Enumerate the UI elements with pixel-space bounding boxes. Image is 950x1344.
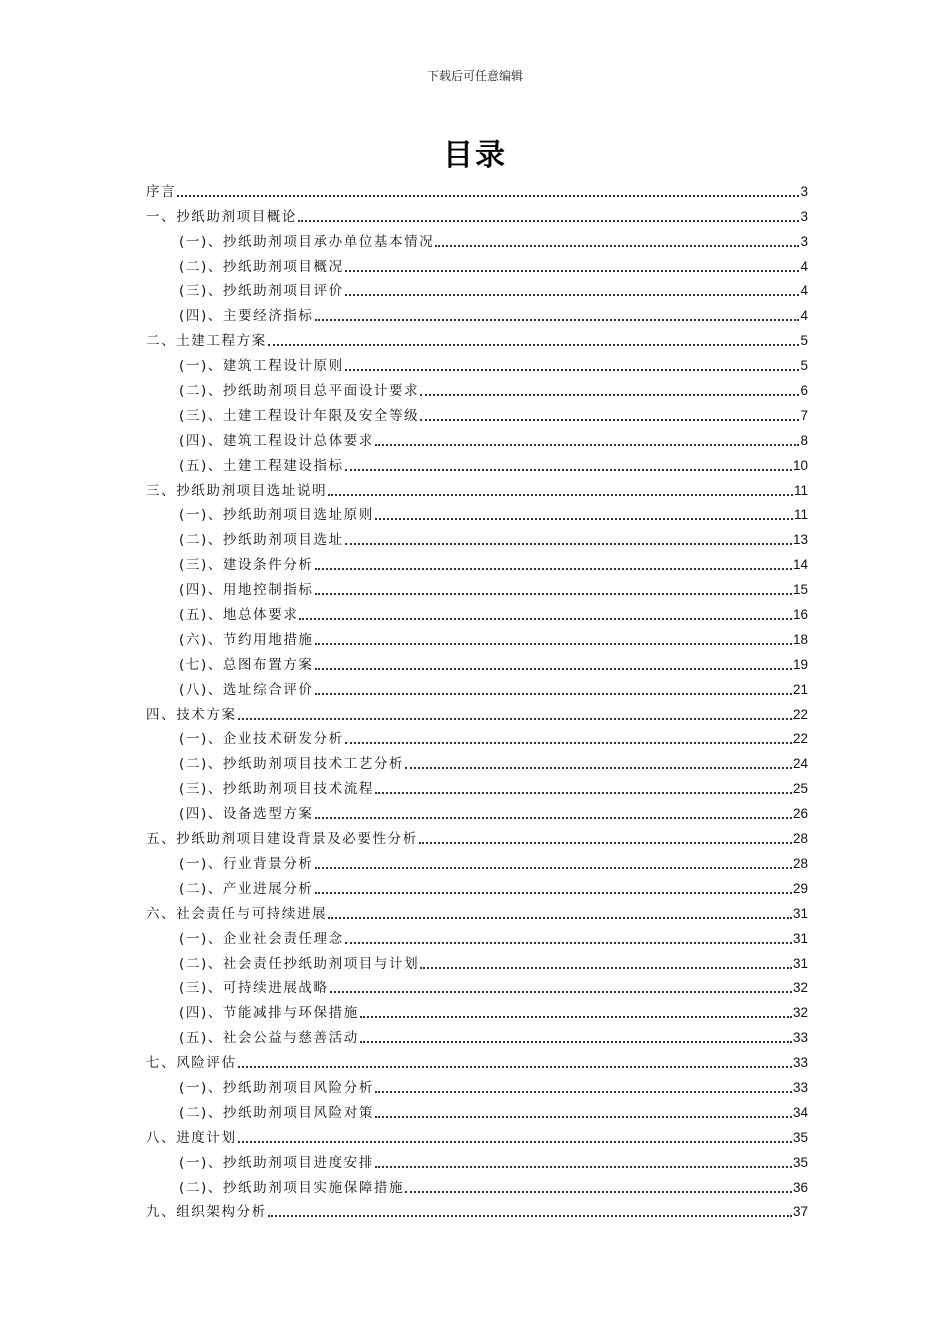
toc-dot-leader [375, 518, 793, 520]
toc-entry-label: (二)、抄纸助剂项目选址 [179, 532, 344, 549]
toc-entry[interactable] [146, 325, 808, 350]
toc-dot-leader [315, 867, 792, 869]
toc-entry-label: (八)、选址综合评价 [179, 681, 314, 698]
toc-entry-page: 35 [792, 1129, 808, 1145]
toc-entry-label: (二)、产业进展分析 [179, 880, 314, 897]
toc-dot-leader [328, 494, 793, 496]
toc-dot-leader [420, 967, 792, 969]
toc-entry-page: 16 [792, 607, 808, 623]
toc-dot-leader [315, 668, 792, 670]
toc-entry-page: 5 [800, 333, 808, 349]
toc-entry-label: (三)、抄纸助剂项目评价 [179, 283, 344, 300]
toc-dot-leader [345, 469, 792, 471]
toc-entry[interactable] [146, 176, 808, 201]
toc-entry-page: 37 [792, 1204, 808, 1220]
toc-dot-leader [375, 1116, 792, 1118]
toc-dot-leader [345, 369, 800, 371]
toc-entry[interactable] [146, 475, 808, 500]
toc-entry[interactable] [146, 649, 808, 674]
toc-entry-page: 28 [792, 855, 808, 871]
toc-dot-leader [328, 917, 792, 919]
toc-entry-label: (二)、抄纸助剂项目风险对策 [179, 1104, 374, 1121]
toc-entry[interactable] [146, 524, 808, 549]
toc-entry[interactable] [146, 226, 808, 251]
toc-entry-label: (一)、建筑工程设计原则 [179, 358, 344, 375]
toc-entry[interactable] [146, 350, 808, 375]
toc-dot-leader [315, 892, 792, 894]
toc-entry-page: 33 [792, 1055, 808, 1071]
toc-dot-leader [435, 245, 799, 247]
toc-dot-leader [345, 742, 792, 744]
toc-entry-page: 33 [792, 1079, 808, 1095]
toc-entry-label: (二)、抄纸助剂项目实施保障措施 [179, 1179, 405, 1196]
toc-entry[interactable] [146, 1097, 808, 1122]
toc-entry[interactable] [146, 873, 808, 898]
toc-entry-page: 31 [792, 955, 808, 971]
toc-entry[interactable] [146, 773, 808, 798]
toc-entry-page: 4 [800, 283, 808, 299]
toc-entry-label: (一)、行业背景分析 [179, 855, 314, 872]
toc-entry[interactable] [146, 674, 808, 699]
toc-entry-label: (四)、节能减排与环保措施 [179, 1005, 359, 1022]
toc-entry[interactable] [146, 425, 808, 450]
toc-entry-label: (一)、抄纸助剂项目进度安排 [179, 1154, 374, 1171]
toc-entry-page: 32 [792, 1005, 808, 1021]
toc-dot-leader [299, 618, 792, 620]
toc-dot-leader [315, 693, 792, 695]
toc-dot-leader [315, 817, 792, 819]
toc-dot-leader [405, 1191, 792, 1193]
toc-entry-page: 22 [792, 706, 808, 722]
toc-dot-leader [420, 419, 799, 421]
toc-entry-page: 4 [800, 308, 808, 324]
toc-entry-label: (一)、抄纸助剂项目承办单位基本情况 [179, 233, 435, 250]
toc-dot-leader [375, 792, 792, 794]
toc-dot-leader [375, 444, 800, 446]
toc-entry[interactable] [146, 923, 808, 948]
toc-entry[interactable] [146, 574, 808, 599]
toc-entry-label: (一)、企业技术研发分析 [179, 731, 344, 748]
toc-dot-leader [330, 991, 792, 993]
toc-entry[interactable] [146, 848, 808, 873]
toc-dot-leader [345, 942, 792, 944]
toc-entry-page: 13 [792, 532, 808, 548]
toc-entry-label: 二、土建工程方案 [146, 333, 267, 350]
toc-entry-label: (五)、土建工程建设指标 [179, 457, 344, 474]
toc-entry-page: 31 [792, 905, 808, 921]
toc-entry-label: (一)、抄纸助剂项目风险分析 [179, 1079, 374, 1096]
toc-entry-page: 3 [800, 183, 808, 199]
toc-entry[interactable] [146, 699, 808, 724]
toc-entry-page: 31 [792, 930, 808, 946]
toc-dot-leader [268, 1215, 792, 1217]
toc-entry[interactable] [146, 624, 808, 649]
toc-entry-label: (四)、建筑工程设计总体要求 [179, 432, 374, 449]
toc-dot-leader [315, 593, 792, 595]
toc-entry-page: 14 [792, 557, 808, 573]
toc-entry-label: (三)、可持续进展战略 [179, 980, 329, 997]
toc-entry[interactable] [146, 898, 808, 923]
toc-entry-page: 11 [793, 482, 808, 498]
toc-entry-label: (七)、总图布置方案 [179, 656, 314, 673]
toc-entry[interactable] [146, 1172, 808, 1197]
toc-entry-label: (四)、设备选型方案 [179, 806, 314, 823]
page-header: 下载后可任意编辑 [426, 69, 523, 83]
toc-entry-label: (五)、社会公益与慈善活动 [179, 1030, 359, 1047]
toc-dot-leader [315, 568, 792, 570]
toc-entry-page: 26 [792, 806, 808, 822]
toc-entry-label: 九、组织架构分析 [146, 1204, 267, 1221]
toc-entry[interactable] [146, 973, 808, 998]
toc-entry-label: 八、进度计划 [146, 1129, 237, 1146]
toc-entry[interactable] [146, 724, 808, 749]
toc-entry-label: (四)、主要经济指标 [179, 308, 314, 325]
toc-dot-leader [375, 1091, 792, 1093]
toc-entry-label: 四、技术方案 [146, 706, 237, 723]
toc-entry-label: 序言 [146, 183, 177, 200]
toc-dot-leader [360, 1016, 792, 1018]
toc-dot-leader [238, 1066, 792, 1068]
toc-entry[interactable] [146, 400, 808, 425]
toc-entry-page: 29 [792, 880, 808, 896]
toc-entry-label: (二)、抄纸助剂项目总平面设计要求 [179, 383, 420, 400]
toc-dot-leader [177, 195, 799, 197]
table-of-contents [146, 176, 808, 1221]
toc-entry[interactable] [146, 798, 808, 823]
toc-entry-page: 32 [792, 980, 808, 996]
toc-entry[interactable] [146, 1047, 808, 1072]
toc-entry-page: 34 [792, 1104, 808, 1120]
toc-entry[interactable] [146, 375, 808, 400]
toc-entry-label: (一)、抄纸助剂项目选址原则 [179, 507, 374, 524]
toc-dot-leader [419, 842, 792, 844]
toc-entry-label: (一)、企业社会责任理念 [179, 930, 344, 947]
toc-entry-page: 25 [792, 781, 808, 797]
toc-entry-page: 4 [800, 258, 808, 274]
toc-entry-page: 33 [792, 1030, 808, 1046]
toc-entry-label: (五)、地总体要求 [179, 607, 299, 624]
toc-entry[interactable] [146, 599, 808, 624]
toc-entry-label: 五、抄纸助剂项目建设背景及必要性分析 [146, 831, 418, 848]
toc-entry-page: 28 [792, 831, 808, 847]
toc-entry-label: 三、抄纸助剂项目选址说明 [146, 482, 328, 499]
toc-entry-label: (三)、抄纸助剂项目技术流程 [179, 781, 374, 798]
toc-dot-leader [345, 294, 800, 296]
toc-entry[interactable] [146, 1147, 808, 1172]
toc-entry-label: (二)、抄纸助剂项目技术工艺分析 [179, 756, 405, 773]
toc-entry-page: 6 [800, 383, 808, 399]
toc-entry-label: (六)、节约用地措施 [179, 631, 314, 648]
toc-dot-leader [298, 220, 799, 222]
toc-dot-leader [360, 1041, 792, 1043]
toc-entry[interactable] [146, 1072, 808, 1097]
toc-entry[interactable] [146, 549, 808, 574]
toc-dot-leader [315, 643, 792, 645]
toc-dot-leader [420, 394, 799, 396]
toc-entry[interactable] [146, 300, 808, 325]
toc-entry[interactable] [146, 1122, 808, 1147]
toc-dot-leader [238, 718, 792, 720]
toc-entry[interactable] [146, 500, 808, 525]
toc-entry-page: 8 [800, 432, 808, 448]
toc-entry-label: 六、社会责任与可持续进展 [146, 905, 328, 922]
toc-entry-label: 一、抄纸助剂项目概论 [146, 208, 297, 225]
toc-dot-leader [315, 319, 800, 321]
toc-entry[interactable] [146, 823, 808, 848]
toc-entry[interactable] [146, 1197, 808, 1222]
toc-entry-label: (三)、建设条件分析 [179, 557, 314, 574]
toc-entry-label: (四)、用地控制指标 [179, 582, 314, 599]
toc-dot-leader [238, 1141, 792, 1143]
toc-entry-page: 18 [792, 631, 808, 647]
toc-dot-leader [268, 344, 800, 346]
toc-entry-page: 35 [792, 1154, 808, 1170]
toc-entry-label: (三)、土建工程设计年限及安全等级 [179, 407, 420, 424]
toc-entry-page: 24 [792, 756, 808, 772]
toc-entry[interactable] [146, 251, 808, 276]
toc-entry-page: 36 [792, 1179, 808, 1195]
toc-entry[interactable] [146, 201, 808, 226]
toc-entry-page: 22 [792, 731, 808, 747]
toc-dot-leader [375, 1166, 792, 1168]
toc-entry-page: 11 [793, 507, 808, 523]
toc-entry[interactable] [146, 748, 808, 773]
toc-entry[interactable] [146, 450, 808, 475]
toc-entry-page: 21 [792, 681, 808, 697]
toc-entry-label: 七、风险评估 [146, 1055, 237, 1072]
toc-entry-page: 19 [792, 656, 808, 672]
toc-entry[interactable] [146, 997, 808, 1022]
toc-entry[interactable] [146, 276, 808, 301]
toc-entry-label: (二)、抄纸助剂项目概况 [179, 258, 344, 275]
toc-entry-page: 3 [800, 208, 808, 224]
toc-dot-leader [345, 543, 792, 545]
toc-entry[interactable] [146, 1022, 808, 1047]
toc-entry-page: 15 [792, 582, 808, 598]
toc-title: 目录 [443, 138, 507, 173]
toc-entry-label: (二)、社会责任抄纸助剂项目与计划 [179, 955, 420, 972]
toc-dot-leader [405, 767, 792, 769]
toc-entry-page: 3 [800, 233, 808, 249]
toc-entry-page: 5 [800, 358, 808, 374]
toc-entry-page: 7 [800, 407, 808, 423]
toc-entry-page: 10 [792, 457, 808, 473]
toc-dot-leader [345, 270, 800, 272]
toc-entry[interactable] [146, 948, 808, 973]
